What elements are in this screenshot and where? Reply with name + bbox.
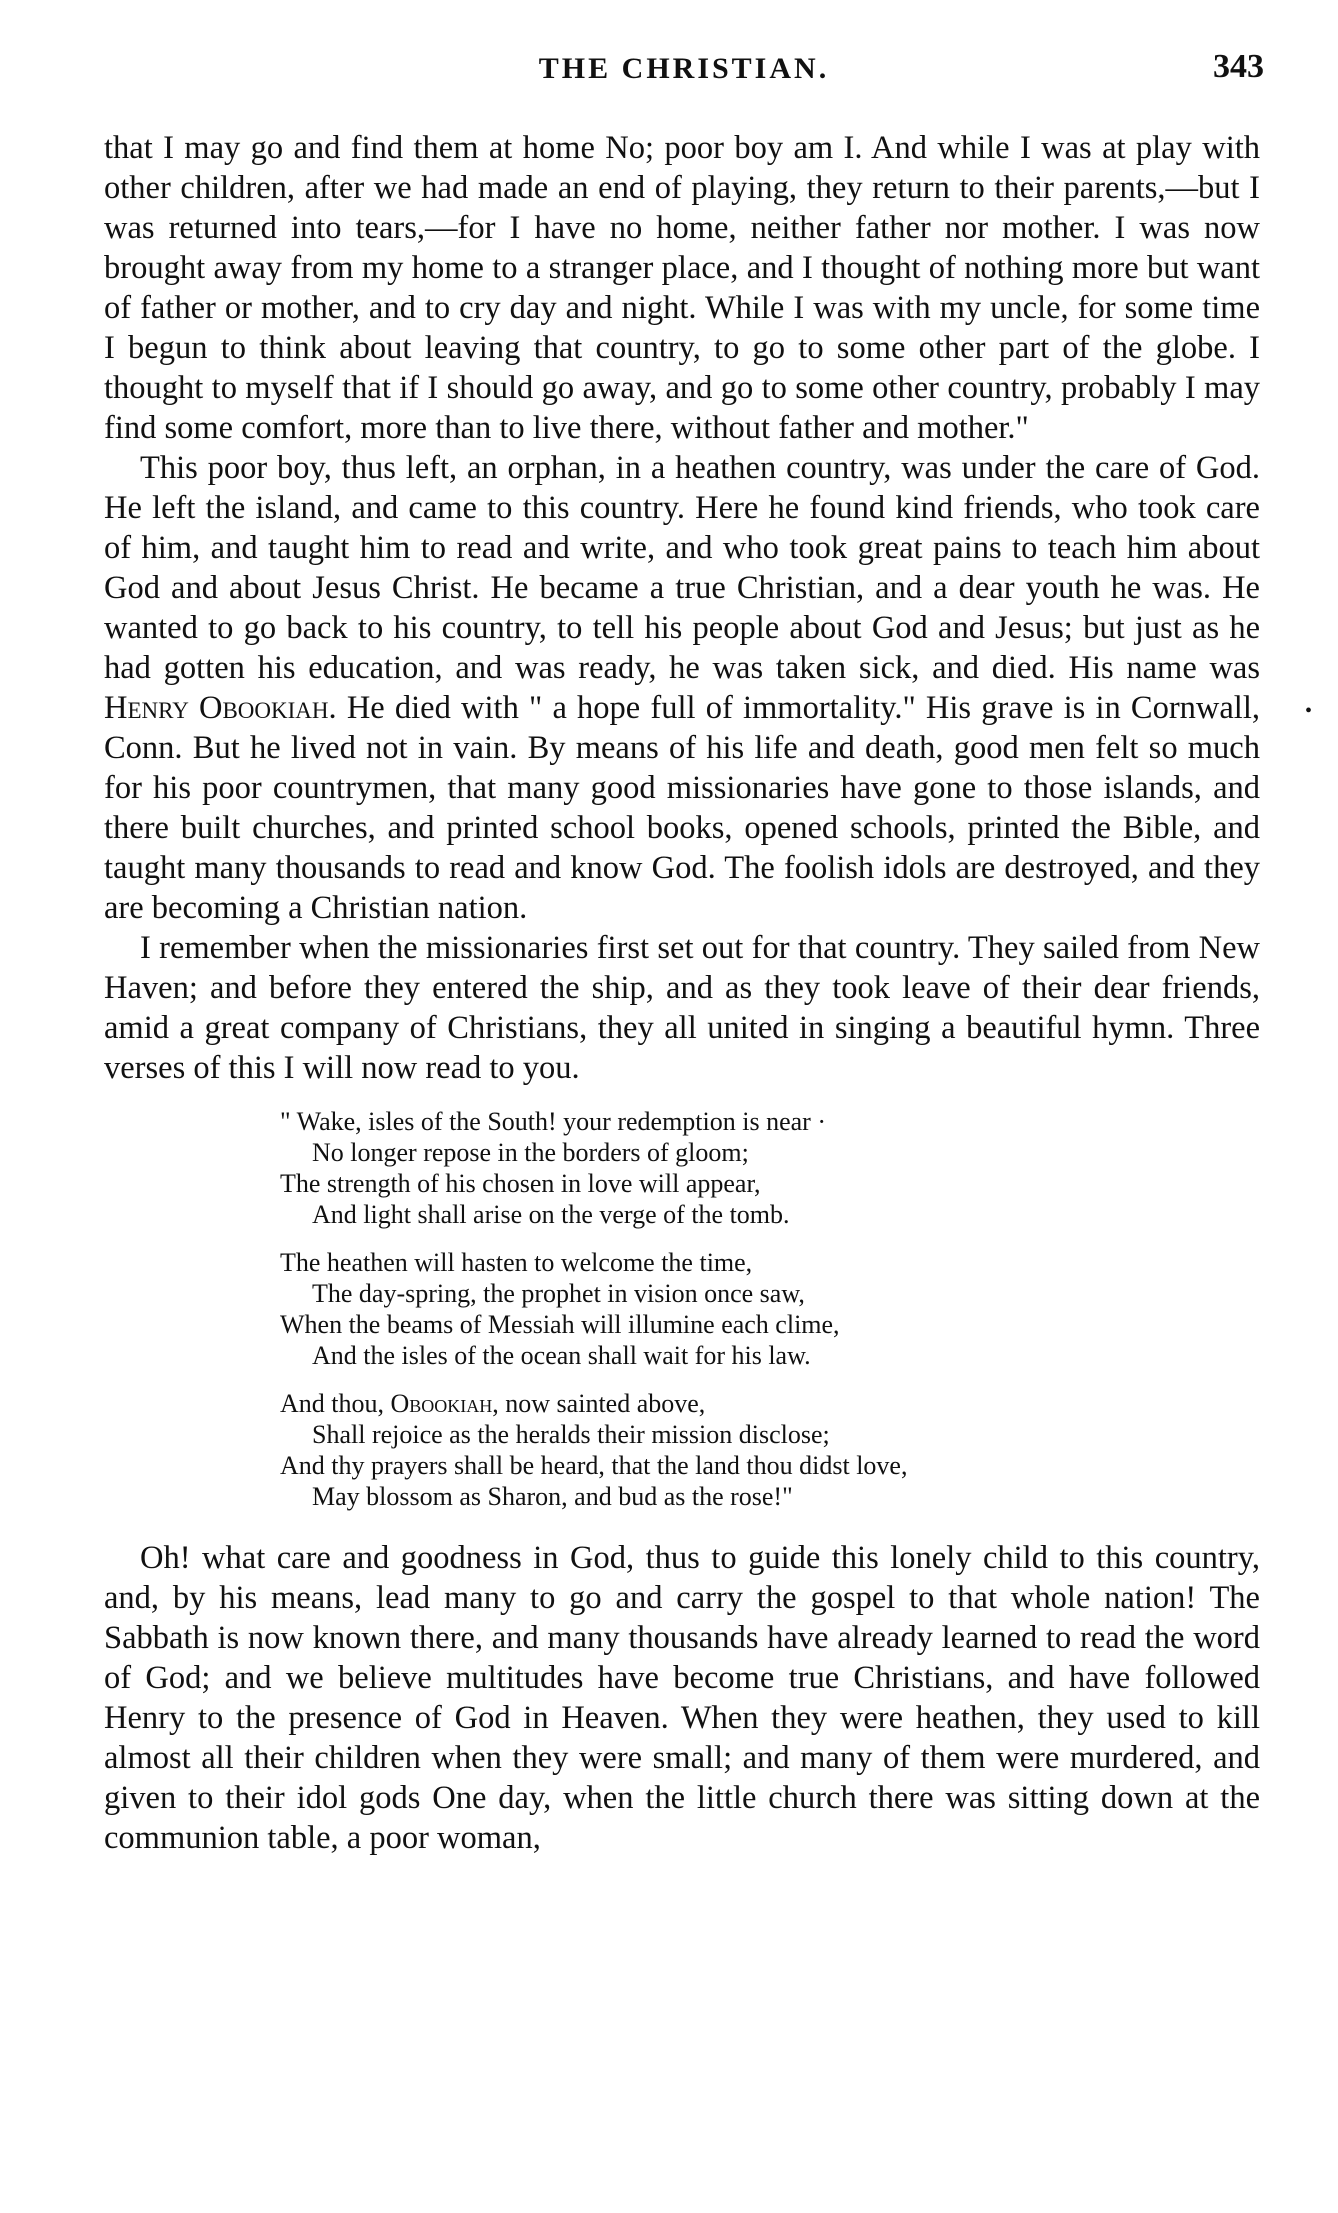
verse-line: Shall rejoice as the heralds their mission disclose;: [312, 1420, 830, 1449]
verse-line: The heathen will hasten to welcome the time,: [280, 1248, 753, 1277]
verse-line: [280, 1388, 1260, 1419]
person-name: Obookiah: [390, 1389, 493, 1418]
margin-mark: •: [1305, 700, 1313, 722]
hymn-verses: [280, 1106, 1260, 1512]
running-head: [104, 48, 1264, 102]
paragraph-text: This poor boy, thus left, an orphan, in a heathen country, was under the care of God. He left the island, and came to this country. Here he found kind friends, who took care of him, and taught him to read and write, and who took great pains to teach him about God and about Jesus Christ. He became a true Christian, and a dear youth he was. He wanted to go back to his country, to tell his people about God and Jesus; but just as he had gotten his education, and was ready, he was taken sick, and died. His name was: [104, 450, 1260, 686]
verse-text: , now sainted above,: [492, 1389, 706, 1418]
person-name: Henry Obookiah: [104, 690, 329, 726]
page-number: 343: [1213, 48, 1264, 85]
page-body: [104, 128, 1260, 1858]
verse-line: The strength of his chosen in love will appear,: [280, 1169, 761, 1198]
verse-line: No longer repose in the borders of gloom;: [312, 1138, 749, 1167]
stanza: [280, 1388, 1260, 1512]
paragraph-reflection: Oh! what care and goodness in God, thus to guide this lonely child to this country, and, by his means, lead many to go and carry the gospel to that whole nation! The Sabbath is now known there, and many thousands have already learned to read the word of God; and we believe multitudes have become true Christians, and have followed Henry to the presence of God in Heaven. When they were heathen, they used to kill almost all their children when they were small; and many of them were murdered, and given to their idol gods One day, when the little church there was sitting down at the communion table, a poor woman,: [104, 1540, 1260, 1856]
paragraph-text: . He died with " a hope full of immortality." His grave is in Cornwall, Conn. But he lived not in vain. By means of his life and death, good men felt so much for his poor countrymen, that many good missionaries have gone to those islands, and there built churches, and printed school books, opened schools, printed the Bible, and taught many thousands to read and know God. The foolish idols are destroyed, and they are becoming a Christian nation.: [104, 690, 1260, 926]
stanza: [280, 1106, 1260, 1230]
paragraph-missionaries: I remember when the missionaries first set out for that country. They sailed from New Haven; and before they entered the ship, and as they took leave of their dear friends, amid a great company of Christians, they all united in singing a beautiful hymn. Three verses of this I will now read to you.: [104, 930, 1260, 1086]
verse-line: " Wake, isles of the South! your redemption is near ·: [280, 1107, 826, 1136]
running-title: THE CHRISTIAN.: [538, 52, 830, 85]
verse-line: May blossom as Sharon, and bud as the rose!": [312, 1482, 793, 1511]
paragraph-continuation: that I may go and find them at home No; poor boy am I. And while I was at play with other children, after we had made an end of playing, they return to their parents,—but I was returned into tears,—for I have no home, neither father nor mother. I was now brought away from my home to a stranger place, and I thought of nothing more but want of father or mother, and to cry day and night. While I was with my uncle, for some time I begun to think about leaving that country, to go to some other part of the globe. I thought to myself that if I should go away, and go to some other country, probably I may find some comfort, more than to live there, without father and mother.": [104, 130, 1260, 446]
verse-text: And thou,: [280, 1389, 391, 1418]
verse-line: When the beams of Messiah will illumine each clime,: [280, 1310, 840, 1339]
verse-line: And thy prayers shall be heard, that the land thou didst love,: [280, 1451, 908, 1480]
verse-line: And the isles of the ocean shall wait for his law.: [312, 1341, 811, 1370]
paragraph-obookiah-story: [104, 448, 1260, 928]
stanza: [280, 1247, 1260, 1371]
verse-line: And light shall arise on the verge of the tomb.: [312, 1200, 790, 1229]
verse-line: The day-spring, the prophet in vision once saw,: [312, 1279, 805, 1308]
